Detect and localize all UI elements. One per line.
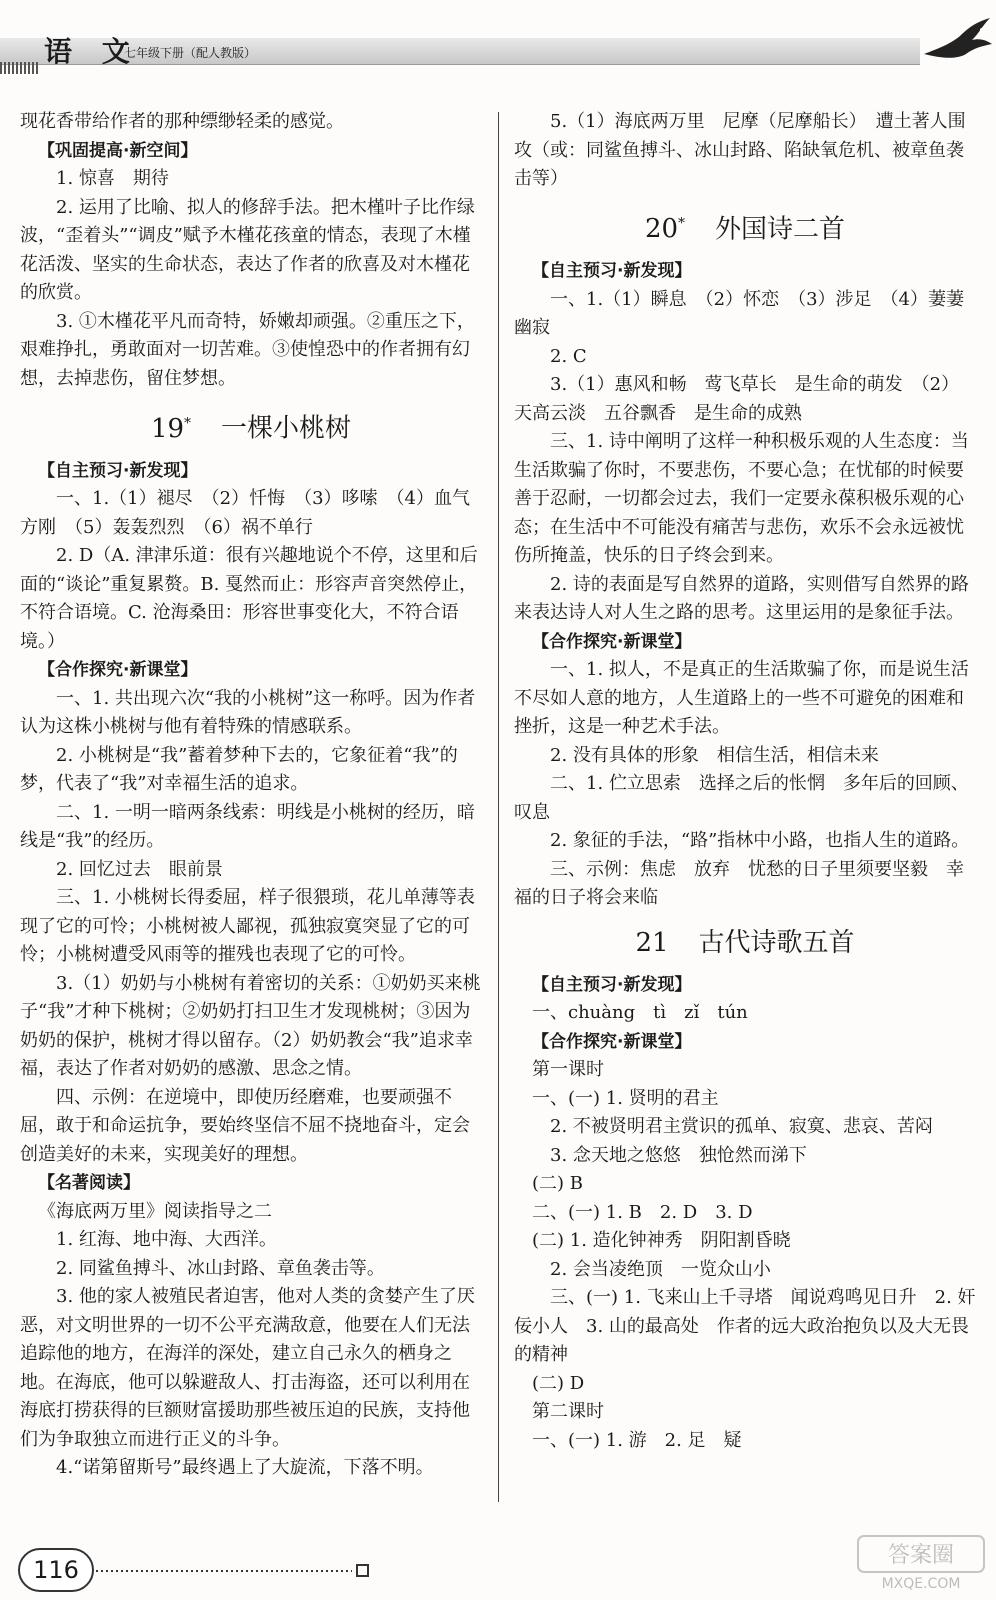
answer-item: 2. 会当凌绝顶 一览众山小 bbox=[550, 1258, 771, 1280]
answer-item: 三、1. 诗中阐明了这样一种积极乐观的人生态度：当生活欺骗了你时，不要悲伤，不要心急；在忧郁的时候要善于忍耐，一切都会过去，我们一定要永葆积极乐观的心态；在生活中不可能没有痛苦与悲伤，欢乐不会永远被忧伤所掩盖，快乐的日子终会到来。 bbox=[514, 431, 969, 567]
answer-item: 2. 不被贤明君主赏识的孤单、寂寞、悲哀、苦闷 bbox=[550, 1116, 933, 1138]
dotted-rule bbox=[96, 1570, 352, 1572]
section-heading: 【自主预习·新发现】 bbox=[532, 261, 692, 282]
text-line: 现花香带给作者的那种缥缈轻柔的感觉。 bbox=[20, 111, 344, 132]
answer-item: 二、1. 伫立思索 选择之后的怅惘 多年后的回顾、叹息 bbox=[514, 773, 969, 823]
answer-item: 一、1. 共出现六次“我的小桃树”这一称呼。因为作者认为这株小桃树与他有着特殊的情感联系。 bbox=[20, 687, 476, 738]
answer-item: 3. 他的家人被殖民者迫害，他对人类的贪婪产生了厌恶，对文明世界的一切不公平充满敌意，他要在人们无法追踪他的地方，在海洋的深处，建立自己永久的栖身之地。在海底，他可以躲避敌人、打击海盗，还可以利用在海底打捞获得的巨额财富援助那些被压迫的民族，支持他们为争取独立而进行正义的斗争。 bbox=[20, 1286, 475, 1450]
svg-text:MXQE.COM: MXQE.COM bbox=[881, 1576, 961, 1592]
answer-item: 2. 运用了比喻、拟人的修辞手法。把木槿叶子比作绿波，“歪着头”“调皮”赋予木槿花孩童的情态，表现了木槿花活泼、坚实的生命状态，表达了作者的欣喜及对木槿花的欣赏。 bbox=[20, 196, 475, 303]
answer-item: 一、1.（1）瞬息 （2）怀恋 （3）涉足 （4）萋萋 幽寂 bbox=[514, 288, 982, 339]
lesson-name: 古代诗歌五首 bbox=[698, 927, 855, 958]
answer-item: 一、1. 拟人，不是真正的生活欺骗了你，而是说生活不尽如人意的地方，人生道路上的一些不可避免的困难和挫折，这是一种艺术手法。 bbox=[514, 659, 969, 738]
lesson-name: 一棵小桃树 bbox=[221, 413, 352, 444]
section-heading: 【合作探究·新课堂】 bbox=[532, 1031, 692, 1052]
answer-item: 2. 回忆过去 眼前景 bbox=[56, 858, 223, 880]
answer-item: 2. 没有具体的形象 相信生活，相信未来 bbox=[550, 744, 879, 766]
square-marker bbox=[356, 1564, 369, 1577]
answer-item: 一、(一) 1. 贤明的君主 bbox=[532, 1087, 719, 1109]
answer-item: 一、chuàng tì zǐ tún bbox=[532, 1002, 748, 1024]
right-column bbox=[514, 108, 982, 1455]
lesson-number: 19 bbox=[150, 413, 185, 444]
section-heading: 【合作探究·新课堂】 bbox=[38, 660, 198, 681]
section-heading: 【自主预习·新发现】 bbox=[532, 974, 692, 995]
answer-item: 《海底两万里》阅读指导之二 bbox=[38, 1200, 272, 1222]
answer-item: 4.“诺第留斯号”最终遇上了大旋流，下落不明。 bbox=[56, 1457, 434, 1479]
lesson-number: 21 bbox=[635, 927, 669, 958]
answer-item: (二) 1. 造化钟神秀 阴阳割昏晓 bbox=[532, 1230, 791, 1252]
answer-item: 一、(一) 1. 游 2. 足 疑 bbox=[532, 1429, 742, 1451]
lesson-star: * bbox=[678, 215, 686, 232]
section-heading: 【名著阅读】 bbox=[38, 1173, 140, 1194]
answer-item: 3. ①木槿花平凡而奇特，娇嫩却顽强。②重压之下，艰难挣扎，勇敢面对一切苦难。③使惶恐中的作者拥有幻想，去掉悲伤，留住梦想。 bbox=[20, 310, 475, 389]
section-heading: 【自主预习·新发现】 bbox=[38, 460, 198, 481]
answer-item: 二、1. 一明一暗两条线索：明线是小桃树的经历，暗线是“我”的经历。 bbox=[20, 801, 475, 852]
page-header bbox=[0, 0, 996, 78]
answer-item: 3.（1）惠风和畅 莺飞草长 是生命的萌发 （2）天高云淡 五谷飘香 是生命的成熟 bbox=[514, 374, 960, 424]
grade-label: 七年级下册（配人教版） bbox=[124, 46, 257, 60]
answer-item: 5.（1）海底两万里 尼摩（尼摩船长） 遭土著人围攻（或：同鲨鱼搏斗、冰山封路、陷缺氧危机、被章鱼袭击等） bbox=[514, 111, 966, 189]
lesson-name: 外国诗二首 bbox=[715, 214, 846, 245]
answer-item: 1. 红海、地中海、大西洋。 bbox=[56, 1229, 277, 1251]
lesson-title-20 bbox=[514, 204, 976, 250]
answer-item: 二、(一) 1. B 2. D 3. D bbox=[532, 1201, 753, 1223]
section-heading: 【合作探究·新课堂】 bbox=[532, 631, 692, 652]
watermark-logo bbox=[856, 1532, 986, 1594]
lesson-period: 第一课时 bbox=[532, 1059, 604, 1081]
answer-item: 三、1. 小桃树长得委屈，样子很猥琐，花儿单薄等表现了它的可怜；小桃树被人鄙视，孤独寂寞突显了它的可怜；小桃树遭受风雨等的摧残也表现了它的可怜。 bbox=[20, 887, 475, 966]
answer-item: 2. 同鲨鱼搏斗、冰山封路、章鱼袭击等。 bbox=[56, 1257, 385, 1279]
answer-item: 2. 象征的手法，“路”指林中小路，也指人生的道路。 bbox=[550, 830, 970, 852]
subject-title: 语 文 bbox=[44, 35, 140, 68]
answer-item: 2. 小桃树是“我”蓄着梦种下去的，它象征着“我”的梦，代表了“我”对幸福生活的追求。 bbox=[20, 744, 458, 795]
page-number: 116 bbox=[18, 1548, 94, 1592]
swallow-icon bbox=[920, 14, 996, 74]
answer-item: 3. 念天地之悠悠 独怆然而涕下 bbox=[550, 1144, 807, 1166]
left-column bbox=[20, 108, 482, 1483]
column-divider bbox=[498, 112, 499, 1502]
answer-item: 2. D（A. 津津乐道：很有兴趣地说个不停，这里和后面的“谈论”重复累赘。B. 戛然而止：形容声音突然停止，不符合语境。C. 沧海桑田：形容世事变化大，不符合语境。） bbox=[20, 545, 478, 652]
lesson-title-21 bbox=[514, 923, 976, 963]
svg-text:答案圈: 答案圈 bbox=[887, 1543, 955, 1568]
lesson-period: 第二课时 bbox=[532, 1401, 604, 1423]
answer-item: (二) D bbox=[532, 1372, 585, 1394]
lesson-number: 20 bbox=[644, 214, 679, 245]
lesson-title-19 bbox=[20, 403, 482, 449]
answer-item: 一、1.（1）褪尽 （2）忏悔 （3）哆嗦 （4）血气方刚 （5）轰轰烈烈 （6）祸不单行 bbox=[20, 488, 470, 538]
answer-item: 四、示例：在逆境中，即使历经磨难，也要顽强不屈，敢于和命运抗争，要始终坚信不屈不挠地奋斗，定会创造美好的未来，实现美好的理想。 bbox=[20, 1086, 470, 1165]
section-heading: 【巩固提高·新空间】 bbox=[38, 140, 198, 161]
page-footer bbox=[0, 1540, 996, 1600]
answer-item: 3.（1）奶奶与小桃树有着密切的关系：①奶奶买来桃子“我”才种下桃树；②奶奶打扫卫生才发现桃树；③因为奶奶的保护，桃树才得以留存。（2）奶奶教会“我”追求幸福，表达了作者对奶奶的感激、思念之情。 bbox=[20, 972, 481, 1080]
answer-item: 1. 惊喜 期待 bbox=[56, 168, 169, 189]
answer-item: 2. 诗的表面是写自然界的道路，实则借写自然界的路来表达诗人对人生之路的思考。这里运用的是象征手法。 bbox=[514, 573, 969, 624]
answer-item: 三、示例：焦虑 放弃 忧愁的日子里须要坚毅 幸福的日子将会来临 bbox=[514, 858, 964, 909]
answer-item: 2. C bbox=[550, 345, 587, 367]
answer-item: (二) B bbox=[532, 1173, 583, 1195]
lesson-star: * bbox=[184, 415, 192, 431]
answer-item: 三、(一) 1. 飞来山上千寻塔 闻说鸡鸣见日升 2. 奸佞小人 3. 山的最高处 作者的远大政治抱负以及大无畏的精神 bbox=[514, 1287, 976, 1366]
header-stripes bbox=[0, 62, 40, 74]
